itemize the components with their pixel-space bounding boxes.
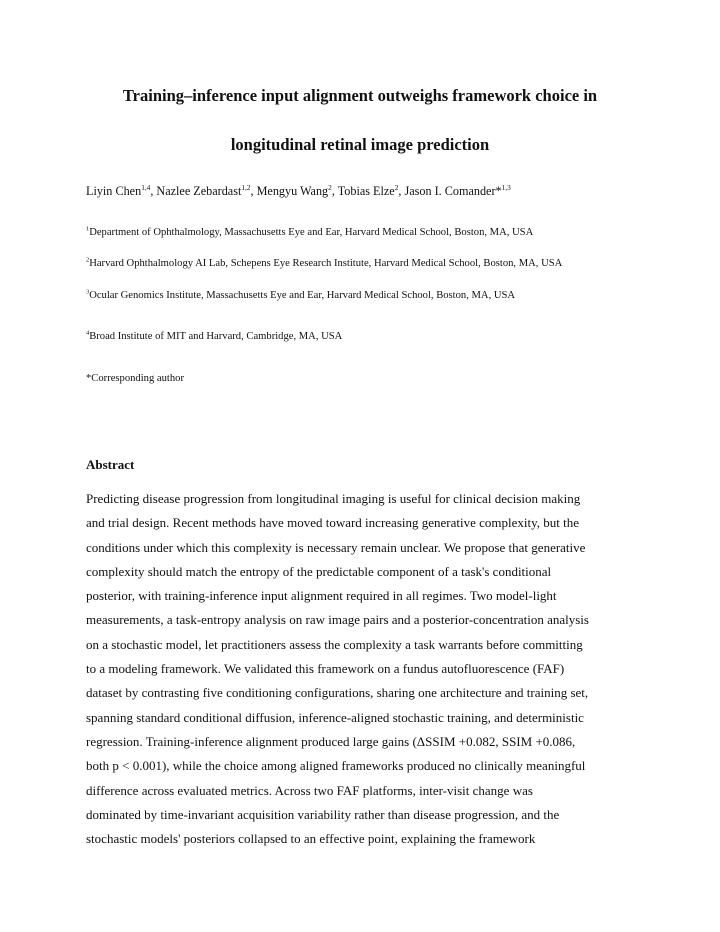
abstract-line: measurements, a task-entropy analysis on raw image pairs and a posterior-concentration analysis	[86, 612, 589, 628]
affiliation-number: 4	[86, 329, 90, 337]
affiliation-2	[86, 258, 562, 269]
author-name: Liyin Chen	[86, 184, 142, 198]
affiliation-4	[86, 331, 342, 342]
abstract-line: difference across evaluated metrics. Across two FAF platforms, inter-visit change was	[86, 782, 533, 798]
author-name: Tobias Elze	[337, 184, 395, 198]
author-affiliation-marker: 1,4	[141, 182, 151, 192]
affiliation-text: Department of Ophthalmology, Massachusetts Eye and Ear, Harvard Medical School, Boston, MA, USA	[89, 227, 534, 238]
abstract-line: on a stochastic model, let practitioners assess the complexity a task warrants before committing	[86, 636, 583, 652]
author-affiliation-marker: 1,2	[241, 182, 251, 192]
corresponding-author-note: *Corresponding author	[86, 373, 184, 384]
abstract-line: to a modeling framework. We validated this framework on a fundus autofluorescence (FAF)	[86, 661, 565, 677]
abstract-body	[86, 487, 646, 851]
abstract-line: dominated by time-invariant acquisition variability rather than disease progression, and the	[86, 806, 560, 822]
affiliation-1	[86, 227, 533, 238]
affiliation-3	[86, 290, 515, 301]
author-name: Nazlee Zebardast	[156, 184, 242, 198]
abstract-line: and trial design. Recent methods have moved toward increasing generative complexity, but the	[86, 515, 580, 531]
abstract-line: conditions under which this complexity is necessary remain unclear. We propose that generative	[86, 539, 586, 555]
affiliation-text: Ocular Genomics Institute, Massachusetts Eye and Ear, Harvard Medical School, Boston, MA, USA	[89, 290, 516, 301]
author-affiliation-marker: 2	[394, 182, 399, 192]
author-affiliation-marker: 2	[328, 182, 332, 192]
paper-title-line-1: Training–inference input alignment outweighs framework choice in	[122, 86, 598, 105]
abstract-line: complexity should match the entropy of the predictable component of a task's conditional	[86, 563, 552, 579]
author-separator: ,	[331, 184, 338, 198]
abstract-line: posterior, with training-inference input alignment required in all regimes. Two model-light	[86, 588, 557, 604]
paper-title-line-2: longitudinal retinal image prediction	[230, 135, 490, 154]
abstract-heading: Abstract	[86, 457, 135, 472]
affiliation-number: 1	[86, 225, 90, 233]
author-name: Mengyu Wang	[256, 184, 329, 198]
affiliation-number: 3	[86, 288, 90, 296]
affiliation-text: Broad Institute of MIT and Harvard, Cambridge, MA, USA	[89, 331, 343, 342]
abstract-line: stochastic models' posteriors collapsed to an effective point, explaining the framework	[86, 831, 536, 847]
affiliation-text: Harvard Ophthalmology AI Lab, Schepens Eye Research Institute, Harvard Medical School, Boston, MA, USA	[89, 258, 563, 269]
author-separator: ,	[250, 184, 257, 198]
author-name: Jason I. Comander*	[404, 184, 502, 198]
abstract-line: dataset by contrasting five conditioning configurations, sharing one architecture and training set,	[86, 685, 589, 701]
affiliation-number: 2	[86, 256, 90, 264]
abstract-line: both p < 0.001), while the choice among aligned frameworks produced no clinically meaningful	[86, 758, 586, 774]
abstract-line: spanning standard conditional diffusion, inference-aligned stochastic training, and deterministic	[86, 709, 584, 725]
author-separator: ,	[398, 184, 405, 198]
author-separator: ,	[150, 184, 157, 198]
author-list	[86, 184, 511, 199]
abstract-line: Predicting disease progression from longitudinal imaging is useful for clinical decision making	[86, 491, 581, 506]
abstract-line: regression. Training-inference alignment produced large gains (ΔSSIM +0.082, SSIM +0.086,	[86, 733, 576, 749]
author-affiliation-marker: 1,3	[501, 182, 511, 192]
